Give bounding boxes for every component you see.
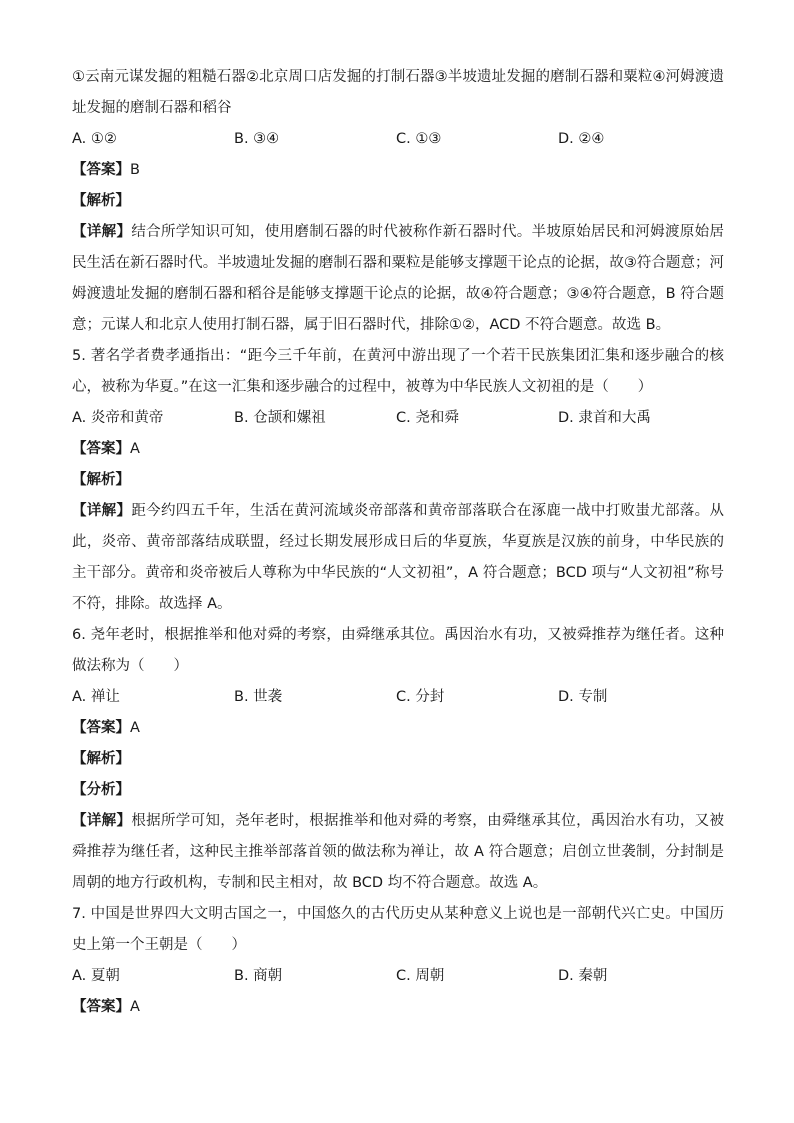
- q5-option-a: A. 炎帝和黄帝: [72, 410, 164, 426]
- q5-option-b: B. 仓颉和嫘祖: [234, 410, 326, 426]
- answer-value: B: [130, 162, 140, 178]
- q7-option-b: B. 商朝: [234, 968, 283, 984]
- detail-tag: 【详解】: [72, 813, 132, 829]
- q6-option-c: C. 分封: [396, 689, 445, 705]
- q6-option-d: D. 专制: [558, 689, 608, 705]
- answer-value: A: [130, 720, 140, 736]
- q6-option-a: A. 禅让: [72, 689, 120, 705]
- q4-option-a: A. ①②: [72, 131, 117, 147]
- q4-answer: [72, 155, 724, 186]
- q5-stem: 5. 著名学者费孝通指出：“距今三千年前，在黄河中游出现了一个若干民族集团汇集和逐步融合的核心，被称为华夏。”在这一汇集和逐步融合的过程中，被尊为中华民族人文初祖的是（ ）: [72, 348, 724, 395]
- q7-stem: 7. 中国是世界四大文明古国之一，中国悠久的古代历史从某种意义上说也是一部朝代兴亡史。中国历史上第一个王朝是（ ）: [72, 906, 724, 953]
- q5-option-c: C. 尧和舜: [396, 410, 459, 426]
- q4-detail: [72, 217, 724, 341]
- fenxi-tag: 【分析】: [72, 782, 130, 798]
- answer-tag: 【答案】: [72, 720, 130, 736]
- q6-analysis: [72, 744, 724, 775]
- q6-option-b: B. 世袭: [234, 689, 283, 705]
- answer-tag: 【答案】: [72, 999, 130, 1015]
- q4-option-d: D. ②④: [558, 131, 605, 147]
- q5-option-d: D. 隶首和大禹: [558, 410, 651, 426]
- q6-answer: [72, 713, 724, 744]
- q5-answer: [72, 434, 724, 465]
- answer-value: A: [130, 999, 140, 1015]
- q4-analysis: [72, 186, 724, 217]
- q7-option-d: D. 秦朝: [558, 968, 608, 984]
- q7-option-c: C. 周朝: [396, 968, 445, 984]
- q4-options: [72, 124, 724, 155]
- analysis-tag: 【解析】: [72, 751, 130, 767]
- analysis-tag: 【解析】: [72, 472, 130, 488]
- detail-text: 根据所学可知，尧年老时，根据推举和他对舜的考察，由舜继承其位，禹因治水有功，又被舜推荐为继任者，这种民主推举部落首领的做法称为禅让，故 A 符合题意；启创立世袭制，分封制是周朝的地方行政机构，专制和民主相对，故 BCD 均不符合题意。故选 A。: [72, 813, 725, 891]
- q7-option-a: A. 夏朝: [72, 968, 120, 984]
- detail-text: 结合所学知识可知，使用磨制石器的时代被称作新石器时代。半坡原始居民和河姆渡原始居民生活在新石器时代。半坡遗址发掘的磨制石器和粟粒是能够支撑题干论点的论据，故③符合题意；河姆渡遗址发掘的磨制石器和稻谷是能够支撑题干论点的论据，故④符合题意；③④符合题意，B 符合题意；元谋人和北京人使用打制石器，属于旧石器时代，排除①②，ACD 不符合题意。故选 B。: [72, 224, 725, 333]
- q7-options: [72, 961, 724, 992]
- detail-tag: 【详解】: [72, 224, 132, 240]
- q6-options: [72, 682, 724, 713]
- q6-stem: 6. 尧年老时，根据推举和他对舜的考察，由舜继承其位。禹因治水有功，又被舜推荐为继任者。这种做法称为（ ）: [72, 627, 724, 674]
- answer-tag: 【答案】: [72, 441, 130, 457]
- detail-tag: 【详解】: [72, 503, 132, 519]
- q5-options: [72, 403, 724, 434]
- q7-answer: [72, 992, 724, 1023]
- q5-detail: [72, 496, 724, 620]
- q6-fenxi: [72, 775, 724, 806]
- q6-detail: [72, 806, 724, 899]
- q4-option-b: B. ③④: [234, 131, 280, 147]
- analysis-tag: 【解析】: [72, 193, 130, 209]
- q5-analysis: [72, 465, 724, 496]
- answer-tag: 【答案】: [72, 162, 130, 178]
- document-page: [72, 62, 724, 1023]
- q4-stem: ①云南元谋发掘的粗糙石器②北京周口店发掘的打制石器③半坡遗址发掘的磨制石器和粟粒④河姆渡遗址发掘的磨制石器和稻谷: [72, 69, 724, 116]
- q4-option-c: C. ①③: [396, 131, 442, 147]
- answer-value: A: [130, 441, 140, 457]
- detail-text: 距今约四五千年，生活在黄河流域炎帝部落和黄帝部落联合在涿鹿一战中打败蚩尤部落。从此，炎帝、黄帝部落结成联盟，经过长期发展形成日后的华夏族，华夏族是汉族的前身，中华民族的主干部分。黄帝和炎帝被后人尊称为中华民族的“人文初祖”，A 符合题意；BCD 项与“人文初祖”称号不符，排除。故选择 A。: [72, 503, 725, 612]
